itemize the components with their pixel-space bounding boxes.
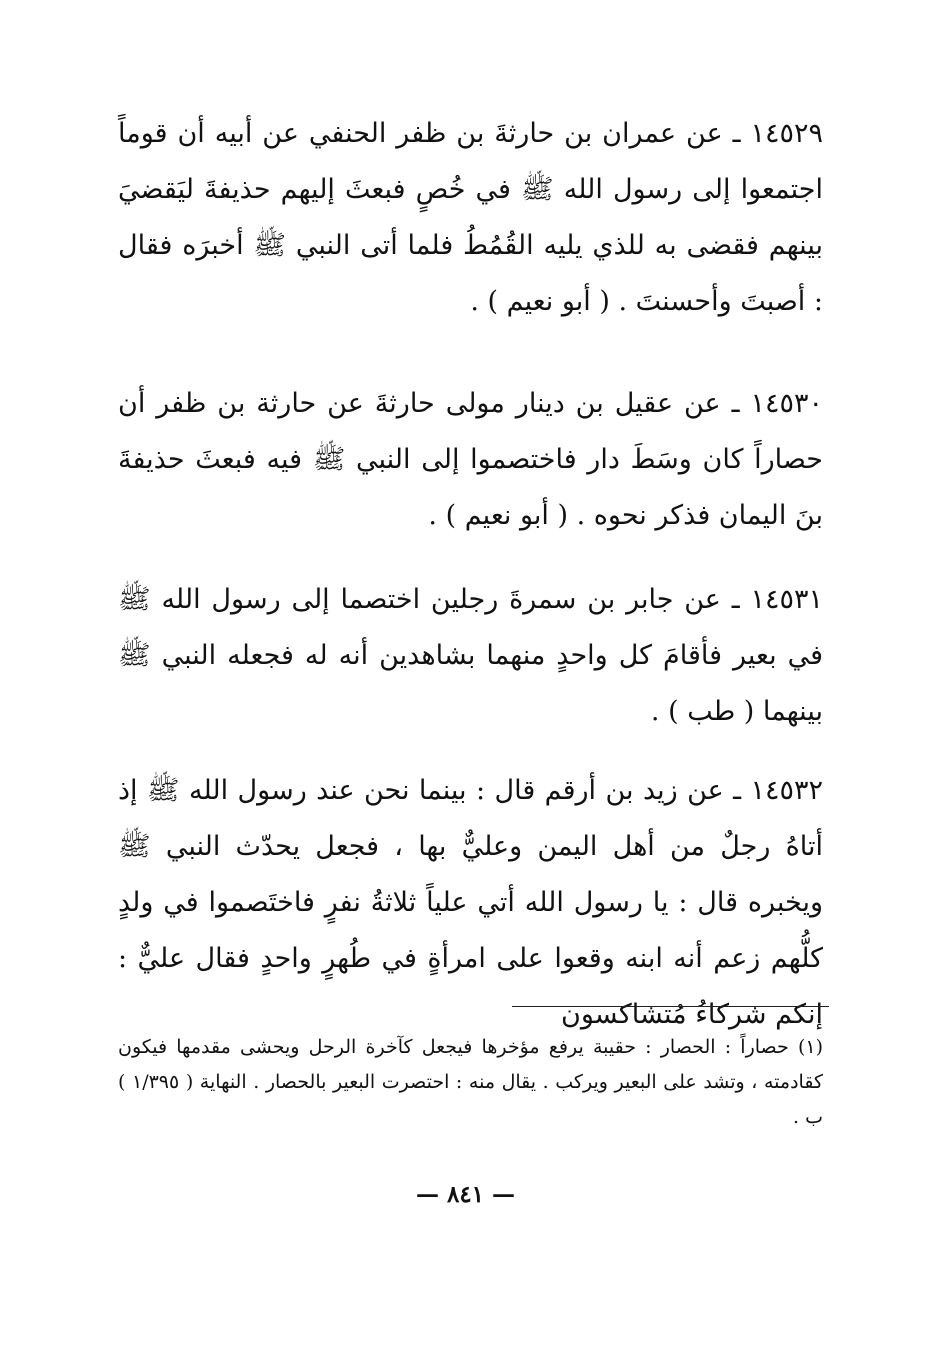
hadith-14529: ١٤٥٢٩ ـ عن عمران بن حارثةَ بن ظفر الحنفي عن أبيه أن قوماً اجتمعوا إلى رسول الله ﷺ في خُصٍ فبعثَ إليهم حذيفةَ ليَقضيَ بينهم فقضى به للذي يليه القُمُطُ فلما أتى النبي ﷺ أخبرَه فقال : أصبتَ وأحسنتَ . ( أبو نعيم ) .	[118, 118, 823, 317]
hadith-14531: ١٤٥٣١ ـ عن جابر بن سمرةَ رجلين اختصما إلى رسول الله ﷺ في بعير فأقامَ كل واحدٍ منهما بشاهدين أنه له فجعله النبي ﷺ بينهما ( طب ) .	[118, 584, 823, 727]
footnote-divider	[512, 1006, 829, 1007]
footnote: (١) حصاراً : الحصار : حقيبة يرفع مؤخرها فيجعل كآخرة الرحل ويحشى مقدمها فيكون كقادمته ، وتشد على البعير ويركب . يقال منه : احتصرت البعير بالحصار . النهاية ( ١/٣٩٥ ) ب .	[118, 1036, 823, 1128]
hadith-14530: ١٤٥٣٠ ـ عن عقيل بن دينار مولى حارثةَ عن حارثة بن ظفر أن حصاراً كان وسَطَ دار فاختصموا إلى النبي ﷺ فيه فبعثَ حذيفةَ بنَ اليمان فذكر نحوه . ( أبو نعيم ) .	[118, 388, 823, 531]
page-number: — ٨٤١ —	[415, 1181, 516, 1208]
hadith-14532: ١٤٥٣٢ ـ عن زيد بن أرقم قال : بينما نحن عند رسول الله ﷺ إذ أتاهُ رجلٌ من أهل اليمن وعليٌّ بها ، فجعل يحدّث النبي ﷺ ويخبره قال : يا رسول الله أتي علياً ثلاثةُ نفرٍ فاختَصموا في ولدٍ كلُّهم زعم أنه ابنه وقعوا على امرأةٍ في طُهرٍ واحدٍ فقال عليٌّ : إنكم شركاءُ مُتشاكسون	[118, 775, 823, 1030]
